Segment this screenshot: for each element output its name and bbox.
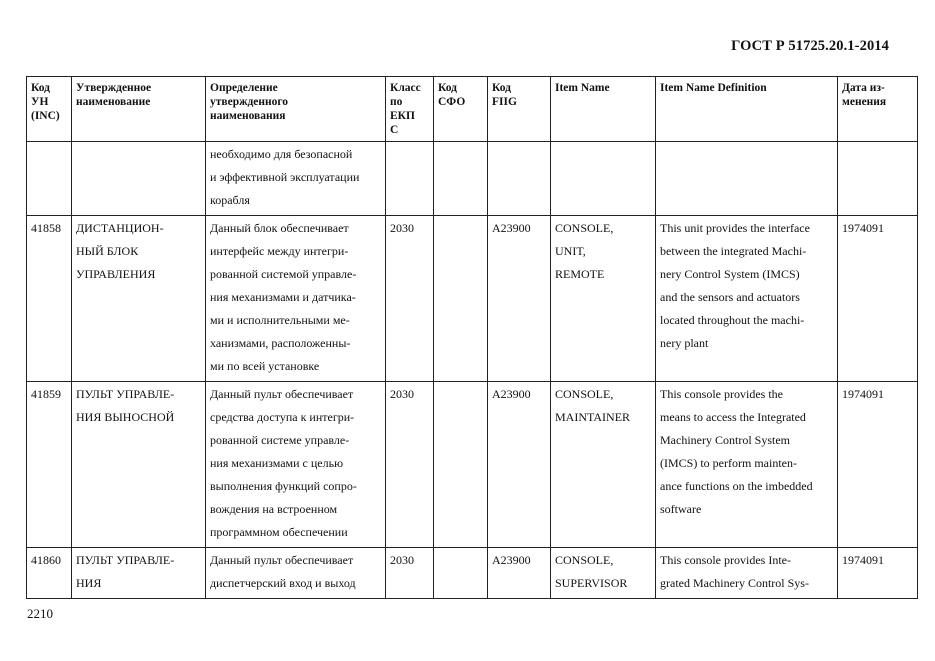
fiig-cell bbox=[488, 548, 551, 599]
cell-text-line: 2030 bbox=[390, 553, 414, 567]
cell-text-line: CONSOLE, bbox=[555, 553, 614, 567]
header-text-line: FIIG bbox=[492, 96, 517, 108]
cell-text-line: ния механизмами и датчика- bbox=[210, 290, 356, 304]
cell-text-line: 2030 bbox=[390, 221, 414, 235]
header-text-line: менения bbox=[842, 96, 887, 108]
inc-code-cell bbox=[27, 548, 72, 599]
header-text-line: Определение bbox=[210, 82, 278, 94]
sfo-cell bbox=[434, 216, 488, 382]
cell-text-line: программном обеспечении bbox=[210, 525, 348, 539]
item-name-cell bbox=[551, 142, 656, 216]
cell-text-line: ния механизмами с целью bbox=[210, 456, 344, 470]
item-definition-cell bbox=[656, 216, 838, 382]
header-text-line: Класс bbox=[390, 82, 421, 94]
cell-text-line: диспетчерский вход и выход bbox=[210, 576, 356, 590]
item-definition-cell bbox=[656, 548, 838, 599]
cell-text-line: REMOTE bbox=[555, 267, 605, 281]
cell-text-line: MAINTAINER bbox=[555, 410, 631, 424]
sfo-cell bbox=[434, 142, 488, 216]
cell-text-line: A23900 bbox=[492, 387, 531, 401]
cell-text-line: nery plant bbox=[660, 336, 709, 350]
cell-text-line: CONSOLE, bbox=[555, 387, 614, 401]
cell-text-line: необходимо для безопасной bbox=[210, 147, 353, 161]
cell-text-line: интерфейс между интегри- bbox=[210, 244, 349, 258]
definition-cell bbox=[206, 548, 386, 599]
item-name-cell bbox=[551, 548, 656, 599]
cell-text-line: A23900 bbox=[492, 553, 531, 567]
table-body bbox=[27, 142, 918, 599]
change-date-cell bbox=[838, 548, 918, 599]
header-text-line: утвержденного bbox=[210, 96, 289, 108]
fiig-cell bbox=[488, 142, 551, 216]
cell-text-line: НИЯ ВЫНОСНОЙ bbox=[76, 410, 175, 424]
cell-text-line: software bbox=[660, 502, 702, 516]
cell-text-line: grated Machinery Control Sys- bbox=[660, 576, 809, 590]
approved-name-cell bbox=[72, 548, 206, 599]
definition-cell bbox=[206, 216, 386, 382]
cell-text-line: 1974091 bbox=[842, 553, 884, 567]
cell-text-line: and the sensors and actuators bbox=[660, 290, 800, 304]
cell-text-line: ance functions on the imbedded bbox=[660, 479, 813, 493]
cell-text-line: SUPERVISOR bbox=[555, 576, 628, 590]
header-text-line: Утвержденное bbox=[76, 82, 152, 94]
cell-text-line: between the integrated Machi- bbox=[660, 244, 807, 258]
header-text-line: Код bbox=[492, 82, 512, 94]
cell-text-line: НЫЙ БЛОК bbox=[76, 244, 139, 258]
cell-text-line: и эффективной эксплуатации bbox=[210, 170, 360, 184]
cell-text-line: ПУЛЬТ УПРАВЛЕ- bbox=[76, 553, 175, 567]
cell-text-line: Данный пульт обеспечивает bbox=[210, 553, 354, 567]
table-header-row bbox=[27, 77, 918, 142]
header-text-line: Item Name Definition bbox=[660, 82, 767, 94]
inc-code-cell bbox=[27, 216, 72, 382]
cell-text-line: Machinery Control System bbox=[660, 433, 790, 447]
header-text-line: Дата из- bbox=[842, 82, 885, 94]
definition-cell bbox=[206, 382, 386, 548]
inc-code-cell bbox=[27, 142, 72, 216]
table-row bbox=[27, 382, 918, 548]
inc-code-cell bbox=[27, 382, 72, 548]
cell-text-line: 1974091 bbox=[842, 387, 884, 401]
item-definition-cell bbox=[656, 142, 838, 216]
col-approved-name-header bbox=[72, 77, 206, 142]
header-text-line: (INC) bbox=[31, 110, 60, 122]
cell-text-line: ДИСТАНЦИОН- bbox=[76, 221, 164, 235]
item-name-cell bbox=[551, 216, 656, 382]
header-text-line: СФО bbox=[438, 96, 466, 108]
col-item-name-header bbox=[551, 77, 656, 142]
col-code-inc-header bbox=[27, 77, 72, 142]
class-cell bbox=[386, 548, 434, 599]
col-code-fiig-header bbox=[488, 77, 551, 142]
cell-text-line: ми по всей установке bbox=[210, 359, 320, 373]
document-standard-header: ГОСТ Р 51725.20.1-2014 bbox=[731, 38, 889, 54]
cell-text-line: CONSOLE, bbox=[555, 221, 614, 235]
sfo-cell bbox=[434, 548, 488, 599]
header-text-line: Item Name bbox=[555, 82, 610, 94]
cell-text-line: ми и исполнительными ме- bbox=[210, 313, 350, 327]
cell-text-line: средства доступа к интегри- bbox=[210, 410, 355, 424]
cell-text-line: ПУЛЬТ УПРАВЛЕ- bbox=[76, 387, 175, 401]
class-cell bbox=[386, 216, 434, 382]
cell-text-line: вождения на встроенном bbox=[210, 502, 338, 516]
header-text-line: наименование bbox=[76, 96, 151, 108]
cell-text-line: УПРАВЛЕНИЯ bbox=[76, 267, 156, 281]
cell-text-line: 41859 bbox=[31, 387, 61, 401]
cell-text-line: Данный пульт обеспечивает bbox=[210, 387, 354, 401]
definition-cell bbox=[206, 142, 386, 216]
cell-text-line: рованной системой управле- bbox=[210, 267, 357, 281]
col-item-name-definition-header bbox=[656, 77, 838, 142]
class-cell bbox=[386, 142, 434, 216]
change-date-cell bbox=[838, 142, 918, 216]
cell-text-line: This console provides the bbox=[660, 387, 783, 401]
item-definition-cell bbox=[656, 382, 838, 548]
item-names-table bbox=[26, 76, 918, 599]
approved-name-cell bbox=[72, 142, 206, 216]
cell-text-line: This unit provides the interface bbox=[660, 221, 810, 235]
col-change-date-header bbox=[838, 77, 918, 142]
cell-text-line: 1974091 bbox=[842, 221, 884, 235]
cell-text-line: (IMCS) to perform mainten- bbox=[660, 456, 797, 470]
cell-text-line: nery Control System (IMCS) bbox=[660, 267, 800, 281]
class-cell bbox=[386, 382, 434, 548]
change-date-cell bbox=[838, 216, 918, 382]
approved-name-cell bbox=[72, 216, 206, 382]
change-date-cell bbox=[838, 382, 918, 548]
cell-text-line: 41860 bbox=[31, 553, 61, 567]
header-text-line: по bbox=[390, 96, 403, 108]
fiig-cell bbox=[488, 382, 551, 548]
cell-text-line: UNIT, bbox=[555, 244, 586, 258]
header-text-line: наименования bbox=[210, 110, 286, 122]
cell-text-line: корабля bbox=[210, 193, 250, 207]
table-row bbox=[27, 216, 918, 382]
cell-text-line: НИЯ bbox=[76, 576, 102, 590]
page-number: 2210 bbox=[27, 606, 53, 621]
header-text-line: УН bbox=[31, 96, 49, 108]
cell-text-line: 41858 bbox=[31, 221, 61, 235]
header-text-line: ЕКП bbox=[390, 110, 415, 122]
cell-text-line: located throughout the machi- bbox=[660, 313, 805, 327]
sfo-cell bbox=[434, 382, 488, 548]
approved-name-cell bbox=[72, 382, 206, 548]
cell-text-line: 2030 bbox=[390, 387, 414, 401]
header-text-line: С bbox=[390, 124, 399, 136]
table-row bbox=[27, 142, 918, 216]
cell-text-line: means to access the Integrated bbox=[660, 410, 806, 424]
header-text-line: Код bbox=[31, 82, 51, 94]
cell-text-line: Данный блок обеспечивает bbox=[210, 221, 349, 235]
cell-text-line: рованной системе управле- bbox=[210, 433, 350, 447]
header-text-line: Код bbox=[438, 82, 458, 94]
item-name-cell bbox=[551, 382, 656, 548]
cell-text-line: A23900 bbox=[492, 221, 531, 235]
cell-text-line: ханизмами, расположенны- bbox=[210, 336, 351, 350]
fiig-cell bbox=[488, 216, 551, 382]
col-code-sfo-header bbox=[434, 77, 488, 142]
table-row bbox=[27, 548, 918, 599]
cell-text-line: выполнения функций сопро- bbox=[210, 479, 357, 493]
col-class-ekps-header bbox=[386, 77, 434, 142]
cell-text-line: This console provides Inte- bbox=[660, 553, 791, 567]
col-name-definition-header bbox=[206, 77, 386, 142]
